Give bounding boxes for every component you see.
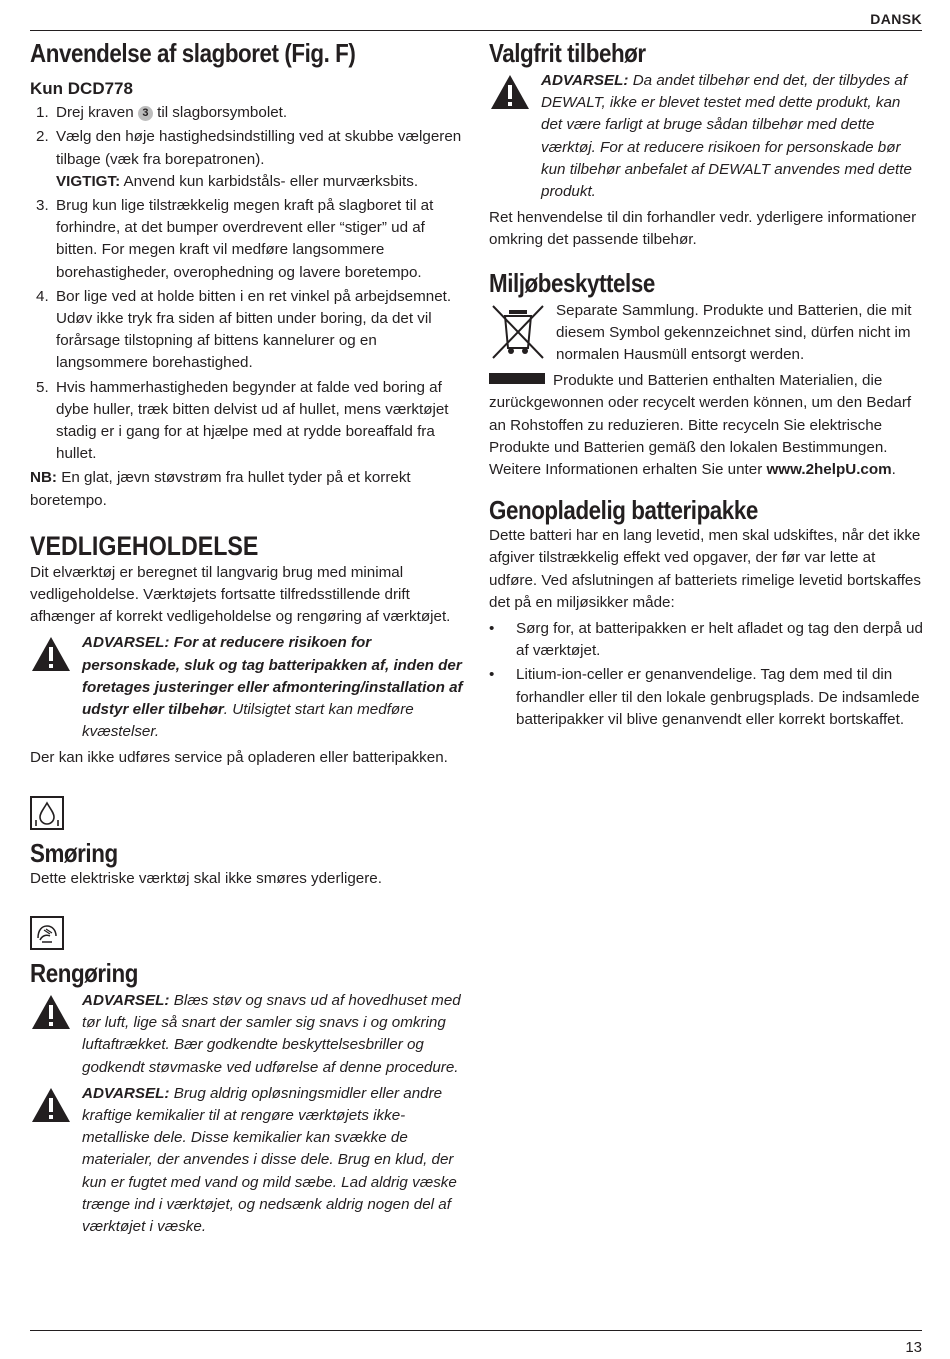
callout-badge: 3 [138,106,153,121]
right-column [489,38,925,733]
cleaning-icon [30,916,64,950]
accessories-warning: ADVARSEL: Da andet tilbehør end det, der tilbydes af DEWALT, ikke er blevet testet med dette produkt, kan det være farligt at bruge sådan tilbehør med dette værktøj. For at reducere risikoen for personskade bør kun tilbehør anbefalet af DEWALT anvendes med dette produkt. [489,70,925,203]
lubrication-icon [30,796,64,830]
crossed-bin-icon [489,302,547,362]
steps-list [30,102,466,465]
cleaning-warning-2: ADVARSEL: Brug aldrig opløsningsmidler eller andre kraftige kemikalier til at rengøre værktøjets ikke-metalliske dele. Disse kemikalier kan svække de materialer, der anvendes i disse dele. Brug en klud, der kun er fugtet med vand og mild sæbe. Lad aldrig væske trænge ind i værktøjet, og nedsænk aldrig nogen del af værktøjet i væske. [30,1083,466,1238]
maintenance-warning: ADVARSEL: For at reducere risikoen for personskade, sluk og tag batteripakken af, inden der foretages justeringer eller afmontering/installation af udstyr eller tilbehør. Utilsigtet start kan medføre kvæstelser. [30,632,466,743]
lubrication-text: Dette elektriske værktøj skal ikke smøres yderligere. [30,869,382,887]
note: NB: En glat, jævn støvstrøm fra hullet tyder på et korrekt boretempo. [30,469,411,509]
accessories-text: Ret henvendelse til din forhandler vedr. yderligere informationer omkring det passende tilbehør. [489,209,917,249]
maintenance-text: Dit elværktøj er beregnet til langvarig brug med minimal vedligeholdelse. Værktøjets fortsatte tilfredsstillende drift afhænger af korrekt vedligeholdelse og rengøring af værktøjet. [30,563,451,626]
battery-bullets [489,618,925,731]
list-item: 4. Bor lige ved at holde bitten i en ret vinkel på arbejdsemnet. Udøv ikke tryk fra siden af bitten under boring, da det vil forårsage tilstopning af bittens kannelurer og en langsommere borehastighed. [36,287,452,372]
warning-icon [30,1086,72,1124]
black-bar-icon [489,373,545,384]
list-item: • Sørg for, at batteripakken er helt afladet og tag den derpå ud af værktøjet. [489,620,923,660]
list-item: 5. Hvis hammerhastigheden begynder at falde ved boring af dybe huller, træk bitten delvist ud af hullet, mens værktøjet stadig er i gang for at hjælpe med at rydde boreaffald fra hullet. [36,378,449,463]
cleaning-hands-icon [32,918,62,948]
page-footer [30,1330,922,1356]
section-title-cleaning: Rengøring [30,957,138,988]
environment-text-2: Produkte und Batterien enthalten Materialien, die zurückgewonnen oder recycelt werden können, um den Bedarf an Rohstoffen zu reduzieren. Bitte recyceln Sie elektrische Produkte und Batterien gemäß den lokalen Bestimmungen. Weitere Informationen erhalten Sie unter www.2helpU.com. [489,372,912,479]
drop-icon [32,798,62,828]
section-title-accessories: Valgfrit tilbehør [489,38,646,68]
model-subtitle: Kun DCD778 [30,79,133,98]
list-item: • Litium-ion-celler er genanvendelige. Tag dem med til din forhandler eller til den lokale genbrugsplads. De indsamlede batteripakker vil blive genanvendt eller korrekt bortskaffet. [489,666,920,728]
website-link[interactable]: www.2helpU.com [766,461,892,479]
section-title-maintenance: VEDLIGEHOLDELSE [30,530,259,561]
warning-icon [30,993,72,1031]
list-item: 3. Brug kun lige tilstrækkelig megen kraft på slagboret til at forhindre, at det bumper overdrevent eller “stiger” ud af bitten. For megen kraft vil medføre langsommere borehastigheder, overophedning og lavere boretempo. [36,197,434,281]
section-title-hammer-drilling: Anvendelse af slagboret (Fig. F) [30,38,356,68]
maintenance-service-text: Der kan ikke udføres service på opladeren eller batteripakken. [30,749,448,767]
list-item: 2. Vælg den høje hastighedsindstilling ved at skubbe vælgeren tilbage (væk fra borepatronen). VIGTIGT: Anvend kun karbidståls- eller murværksbits. [36,128,462,190]
battery-text: Dette batteri har en lang levetid, men skal udskiftes, når det ikke afgiver tilstrækkelig effekt ved opgaver, der før var lette at udføre. Ved afslutningen af batteriets rimelige levetid bortskaffes det på en miljøsikker måde: [489,527,921,611]
list-item: 1. Drej kraven 3 til slagborsymbolet. [36,104,288,122]
cleaning-warning-1: ADVARSEL: Blæs støv og snavs ud af hovedhuset med tør luft, lige så snart der samler sig snavs i og omkring luftaftrækket. Bær godkendte beskyttelsesbriller og godkendt støvmaske ved udførelse af denne procedure. [30,990,466,1079]
left-column [30,38,466,1238]
environment-text-1: Separate Sammlung. Produkte und Batterien, die mit diesem Symbol gekennzeichnet sind, dürfen nicht im normalen Hausmüll entsorgt werden. [556,301,912,364]
warning-icon [489,73,531,111]
environment-block [489,300,925,367]
page-number: 13 [905,1339,922,1356]
section-title-battery: Genopladelig batteripakke [489,495,758,526]
page-header [30,6,922,31]
warning-icon [30,635,72,673]
section-title-lubrication: Smøring [30,837,118,868]
language-label: DANSK [870,11,922,27]
section-title-environment: Miljøbeskyttelse [489,267,655,298]
